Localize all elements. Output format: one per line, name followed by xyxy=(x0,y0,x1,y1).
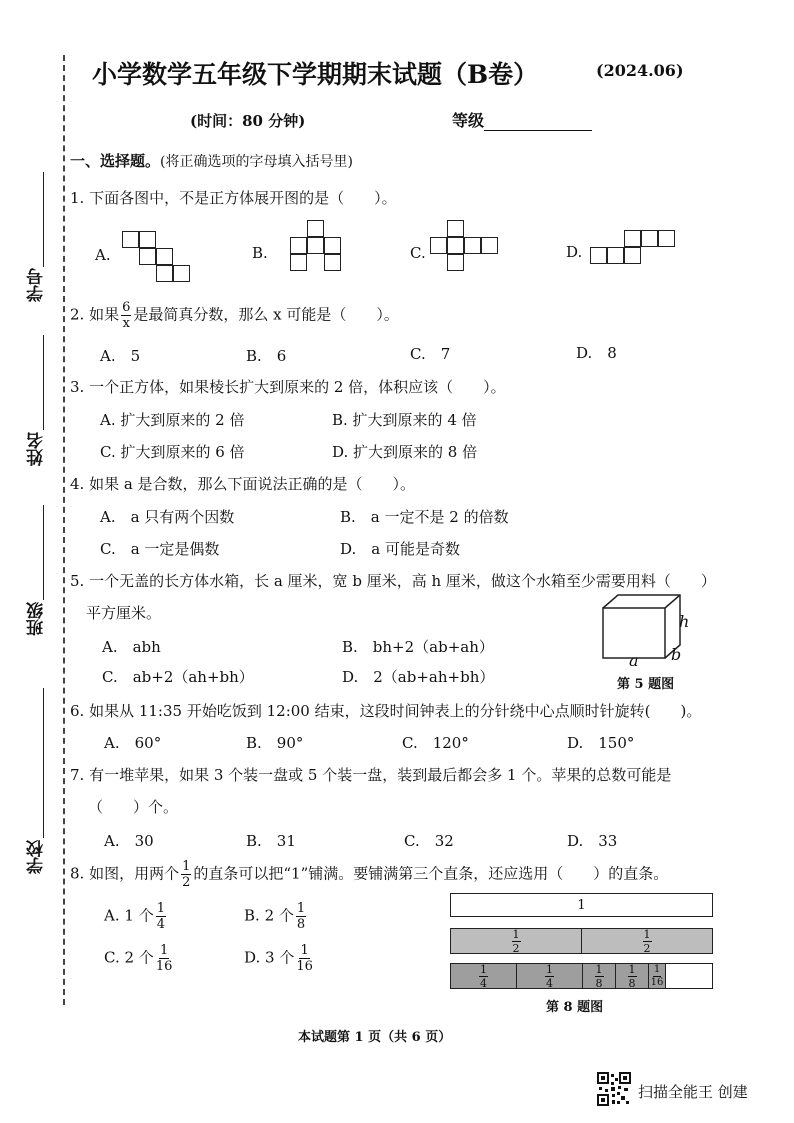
exam-date: (2024.06) xyxy=(596,61,684,80)
q5-option-d: D. 2（ab+ah+bh） xyxy=(342,668,495,686)
question-2: 2. 如果 $\frac{6}{x}$ 是最简真分数，那么 x 可能是（ ）。 xyxy=(70,300,399,331)
q3-option-c: C. 扩大到原来的 6 倍 xyxy=(100,443,245,461)
box-label-h: h xyxy=(679,612,690,631)
time-label: (时间：80 分钟) xyxy=(190,112,306,130)
q8-option-b: B. 2 个 $\frac{1}{8}$ xyxy=(244,901,306,932)
q1-option-d-label: D. xyxy=(566,243,583,261)
q7-option-b: B. 31 xyxy=(246,832,296,850)
name-line xyxy=(43,335,44,430)
q5-option-c: C. ab+2（ah+bh） xyxy=(102,668,254,686)
class-line xyxy=(43,505,44,600)
q8-option-a: A. 1 个 $\frac{1}{4}$ xyxy=(104,901,165,932)
cut-line xyxy=(63,55,65,1005)
question-7-cont: （ ）个。 xyxy=(88,798,179,816)
bar-whole xyxy=(450,893,713,917)
q2-option-d: D. 8 xyxy=(576,344,617,362)
q3-option-b: B. 扩大到原来的 4 倍 xyxy=(332,411,477,429)
page-title: 小学数学五年级下学期期末试题（B卷） xyxy=(92,60,539,89)
q4-option-a: A. a 只有两个因数 xyxy=(100,508,235,526)
question-8: 8. 如图，用两个 $\frac{1}{2}$ 的直条可以把“1”铺满。要铺满第三个直条，还应选用（ ）的直条。 xyxy=(70,859,669,890)
question-3: 3. 一个正方体，如果棱长扩大到原来的 2 倍，体积应该（ ）。 xyxy=(70,378,506,396)
q6-option-c: C. 120° xyxy=(402,734,469,752)
page-number: 本试题第 1 页（共 6 页） xyxy=(298,1030,452,1045)
q6-option-d: D. 150° xyxy=(567,734,635,752)
q7-option-d: D. 33 xyxy=(567,832,618,850)
q8-option-c: C. 2 个 $\frac{1}{16}$ xyxy=(104,943,173,974)
student-no-line xyxy=(43,172,44,267)
q4-option-c: C. a 一定是偶数 xyxy=(100,540,220,558)
q1-option-c-label: C. xyxy=(410,244,426,262)
bar-halves xyxy=(450,928,713,954)
name-label: 姓名 xyxy=(27,432,47,466)
bar-whole-label: 1 xyxy=(577,897,586,913)
fraction-one-half: $\frac{1}{2}$ xyxy=(182,859,191,890)
q7-option-c: C. 32 xyxy=(404,832,454,850)
q4-option-b: B. a 一定不是 2 的倍数 xyxy=(340,508,509,526)
q1-option-a-label: A. xyxy=(95,246,111,264)
q8-figure-caption: 第 8 题图 xyxy=(546,1000,604,1015)
bar-quarter-2: $\frac{1}{4}$ xyxy=(517,964,583,988)
bar-quarter-1: $\frac{1}{4}$ xyxy=(451,964,517,988)
section-title: 一、选择题。(将正确选项的字母填入括号里) xyxy=(70,152,353,170)
q3-option-d: D. 扩大到原来的 8 倍 xyxy=(332,443,478,461)
bar-half-1: $\frac{1}{2}$ xyxy=(451,929,582,953)
q5-figure-caption: 第 5 题图 xyxy=(617,677,675,692)
box-label-a: a xyxy=(629,651,639,670)
q1-option-b-label: B. xyxy=(252,244,268,262)
bar-sixteenth-1: $\frac{1}{16}$ xyxy=(649,964,666,988)
fraction-6-over-x: $\frac{6}{x}$ xyxy=(122,300,131,331)
q5-option-b: B. bh+2（ab+ah） xyxy=(342,638,494,656)
school-line xyxy=(43,688,44,838)
q2-option-c: C. 7 xyxy=(410,345,451,363)
box-label-b: b xyxy=(671,645,682,664)
question-5-cont: 平方厘米。 xyxy=(86,604,162,622)
q7-option-a: A. 30 xyxy=(104,832,154,850)
scanner-watermark: 扫描全能王 创建 xyxy=(638,1083,748,1101)
q3-option-a: A. 扩大到原来的 2 倍 xyxy=(100,411,245,429)
q2-option-a: A. 5 xyxy=(100,347,141,365)
q4-option-d: D. a 可能是奇数 xyxy=(340,540,460,558)
q8-option-d: D. 3 个 $\frac{1}{16}$ xyxy=(244,943,313,974)
q6-option-b: B. 90° xyxy=(246,734,304,752)
q6-option-a: A. 60° xyxy=(104,734,162,752)
q2-option-b: B. 6 xyxy=(246,347,287,365)
bar-eighth-2: $\frac{1}{8}$ xyxy=(616,964,649,988)
question-7: 7. 有一堆苹果，如果 3 个装一盘或 5 个装一盘，装到最后都会多 1 个。苹果的总数可能是 xyxy=(70,766,672,784)
school-label: 学校 xyxy=(27,840,47,874)
question-4: 4. 如果 a 是合数，那么下面说法正确的是（ ）。 xyxy=(70,475,416,493)
qr-code-icon xyxy=(597,1072,631,1106)
question-1: 1. 下面各图中，不是正方体展开图的是（ ）。 xyxy=(70,189,397,207)
question-6: 6. 如果从 11:35 开始吃饭到 12:00 结束，这段时间钟表上的分针绕中心点顺时针旋转( )。 xyxy=(70,702,702,720)
bar-eighth-1: $\frac{1}{8}$ xyxy=(583,964,616,988)
bar-third xyxy=(450,963,713,989)
q5-option-a: A. abh xyxy=(102,638,161,656)
grade-label: 等级 xyxy=(452,108,592,131)
class-label: 班级 xyxy=(27,602,47,636)
bar-half-2: $\frac{1}{2}$ xyxy=(643,927,651,955)
question-5: 5. 一个无盖的长方体水箱，长 a 厘米，宽 b 厘米，高 h 厘米，做这个水箱至少需要用料（ ） xyxy=(70,572,716,590)
student-no-label: 学号 xyxy=(27,268,47,302)
grade-blank[interactable] xyxy=(484,115,592,131)
